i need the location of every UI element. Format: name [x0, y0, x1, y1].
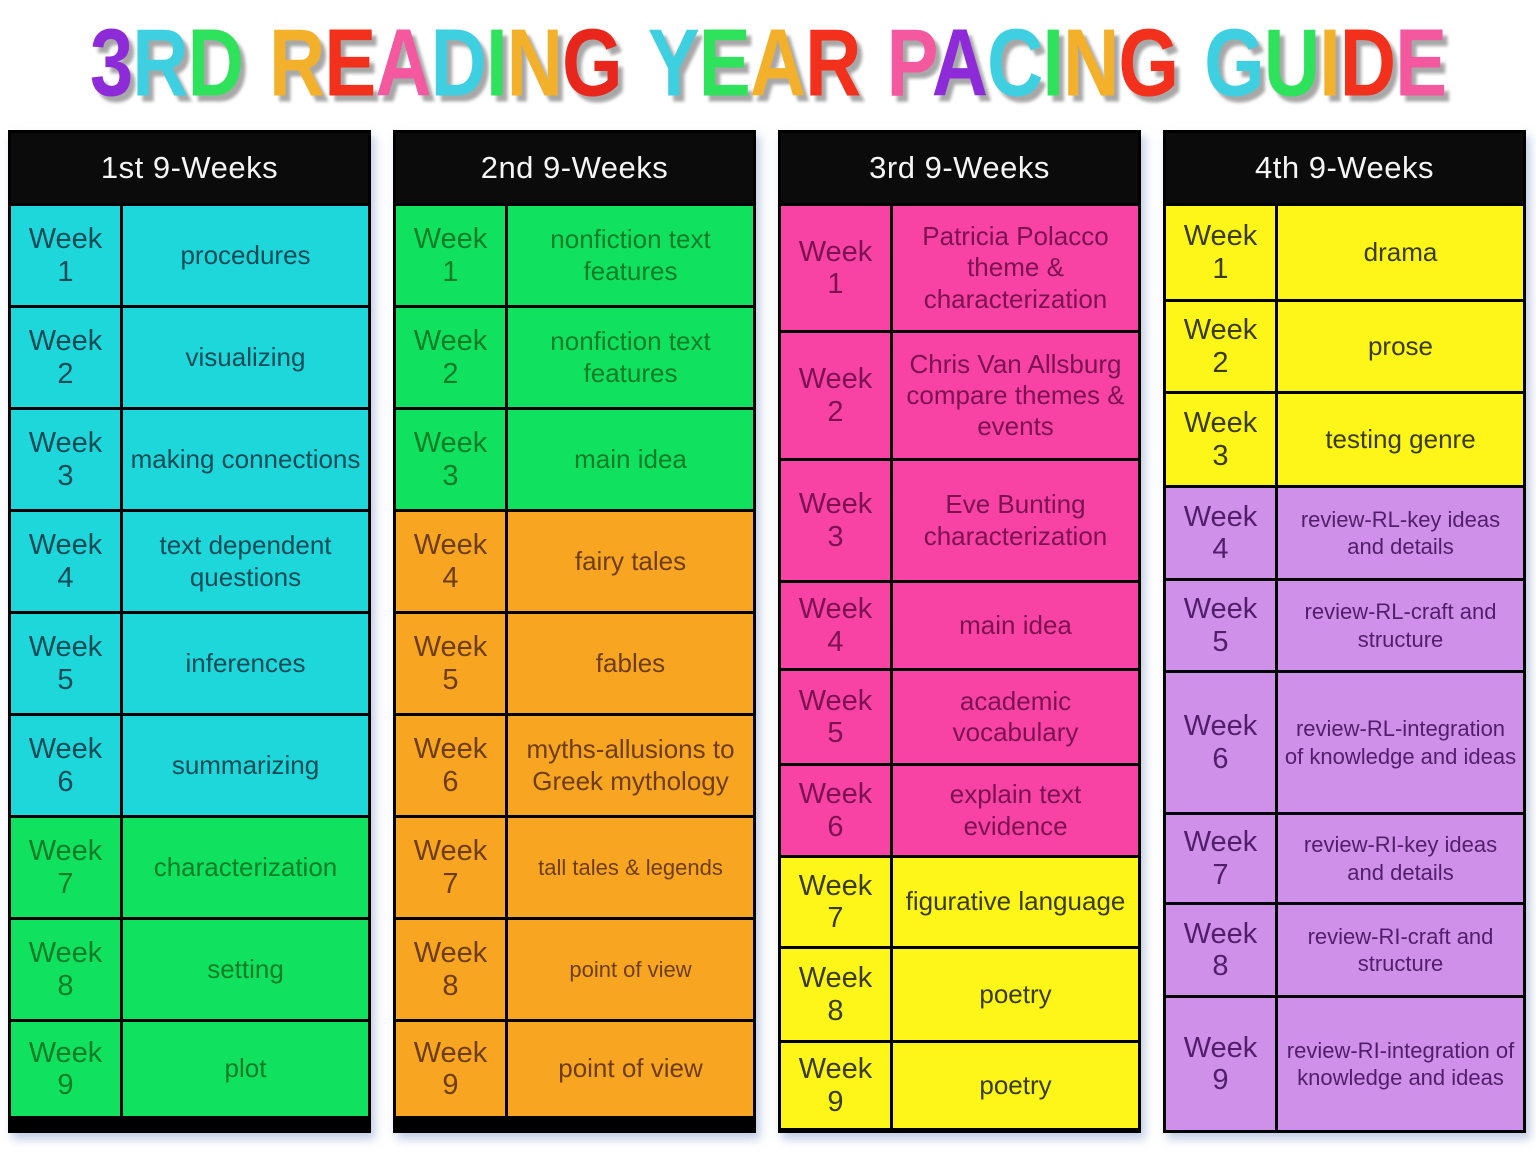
title-letter: I — [486, 8, 507, 117]
week-label-line: Week — [413, 631, 488, 664]
topic-label: figurative language — [905, 886, 1126, 917]
week-label-line: 1 — [442, 255, 459, 288]
pacing-tables — [0, 128, 1536, 1133]
week-label — [1166, 998, 1278, 1130]
title-letter: N — [1063, 8, 1119, 117]
table-row — [396, 407, 753, 509]
week-label — [1166, 581, 1278, 670]
week-label — [396, 920, 508, 1019]
topic-label: inferences — [185, 647, 306, 678]
week-label-line: 6 — [827, 810, 844, 843]
week-label-line: Week — [413, 733, 488, 766]
week-label — [781, 206, 893, 330]
table-row — [11, 815, 368, 917]
week-label — [1166, 905, 1278, 995]
topic-label: fables — [595, 647, 666, 678]
title-letter: A — [749, 8, 806, 117]
topic-label: poetry — [979, 978, 1052, 1009]
table-row — [781, 1040, 1138, 1128]
topic-label: Eve Bunting characterization — [923, 489, 1108, 551]
table-row — [396, 1019, 753, 1116]
week-label-line: 6 — [442, 765, 459, 798]
week-label-line: 1 — [827, 268, 844, 300]
week-label-line: Week — [413, 427, 488, 460]
week-label — [396, 614, 508, 713]
week-label — [1166, 302, 1278, 391]
topic-label: visualizing — [185, 341, 306, 372]
quarter-table-3rd-9-weeks — [778, 130, 1141, 1133]
week-label-line: 1 — [1212, 252, 1229, 285]
week-label — [11, 716, 123, 815]
title-letter: C — [987, 8, 1043, 117]
topic-label: characterization — [153, 851, 338, 882]
topic-label: procedures — [180, 239, 311, 270]
week-label-line: 9 — [827, 1085, 844, 1118]
title-letter: N — [506, 8, 563, 117]
week-label-line: Week — [413, 223, 488, 256]
title-letter: E — [1395, 8, 1447, 117]
week-label — [1166, 673, 1278, 812]
week-label-line: 5 — [442, 663, 459, 696]
week-label-line: Week — [798, 684, 873, 717]
table-body — [781, 203, 1138, 1128]
week-label — [1166, 206, 1278, 299]
table-row — [1166, 299, 1523, 391]
topic-label: tall tales & legends — [538, 854, 723, 880]
topic-label: main idea — [574, 443, 687, 474]
title-letter: R — [132, 8, 188, 117]
week-label — [11, 818, 123, 917]
week-label — [781, 949, 893, 1040]
topic-label: review-RI-integration of knowledge and ideas — [1286, 1037, 1515, 1090]
table-row — [396, 305, 753, 407]
week-label — [781, 671, 893, 763]
title-letter: D — [430, 8, 486, 117]
week-label — [11, 206, 123, 305]
week-label-line: Week — [413, 325, 488, 358]
table-row — [396, 203, 753, 305]
week-label-line: Week — [1183, 917, 1258, 950]
table-header: 3rd 9-Weeks — [781, 133, 1138, 203]
topic-label: myths-allusions to Greek mythology — [526, 734, 735, 796]
topic-label: nonfiction text features — [550, 326, 711, 388]
table-body — [1166, 203, 1523, 1130]
week-label-line: Week — [28, 223, 103, 256]
title-letter: E — [698, 8, 750, 117]
table-header: 2nd 9-Weeks — [396, 133, 753, 203]
week-label-line: Week — [1183, 500, 1258, 533]
week-label-line: 3 — [827, 520, 844, 553]
week-label-line: 8 — [57, 969, 74, 1002]
week-label-line: Week — [798, 363, 873, 396]
table-row — [11, 509, 368, 611]
week-label — [1166, 488, 1278, 578]
table-row — [11, 305, 368, 407]
week-label-line: 8 — [442, 969, 459, 1002]
topic-label: explain text evidence — [949, 779, 1082, 841]
week-label-line: Week — [1183, 710, 1258, 743]
week-label-line: Week — [798, 869, 873, 902]
table-row — [1166, 391, 1523, 485]
week-label-line: Week — [413, 835, 488, 868]
week-label-line: Week — [28, 631, 103, 664]
week-label — [396, 308, 508, 407]
topic-label: prose — [1367, 330, 1434, 361]
week-label-line: 4 — [827, 625, 844, 658]
table-row — [1166, 485, 1523, 578]
title-letter: A — [375, 8, 431, 117]
title-letter: U — [1263, 8, 1320, 117]
week-label-line: 9 — [442, 1069, 459, 1101]
week-label-line: 7 — [1212, 858, 1229, 891]
week-label-line: Week — [798, 593, 873, 626]
topic-label: summarizing — [171, 749, 320, 780]
table-row — [11, 407, 368, 509]
table-row — [1166, 995, 1523, 1130]
quarter-table-2nd-9-weeks — [393, 130, 756, 1133]
table-row — [396, 713, 753, 815]
week-label-line: 8 — [1212, 950, 1229, 982]
topic-label: nonfiction text features — [550, 224, 711, 286]
topic-label: text dependent questions — [159, 530, 332, 592]
table-row — [1166, 578, 1523, 670]
table-row — [781, 203, 1138, 330]
title-letter: P — [886, 8, 932, 117]
week-label-line: 7 — [827, 902, 844, 934]
topic-label: main idea — [959, 609, 1072, 640]
table-row — [396, 509, 753, 611]
title-letter: G — [1204, 8, 1264, 117]
week-label-line: 5 — [827, 717, 844, 749]
week-label-line: 6 — [57, 765, 74, 798]
topic-label: point of view — [558, 1053, 703, 1084]
title-letter: D — [1339, 8, 1396, 117]
week-label-line: 1 — [57, 255, 74, 288]
week-label-line: 2 — [442, 357, 459, 390]
title-letter: I — [1042, 8, 1064, 117]
week-label — [11, 308, 123, 407]
table-row — [781, 330, 1138, 458]
table-header: 4th 9-Weeks — [1166, 133, 1523, 203]
week-label — [11, 614, 123, 713]
table-row — [396, 815, 753, 917]
week-label-line: 3 — [1212, 439, 1229, 472]
week-label — [11, 410, 123, 509]
week-label-line: Week — [28, 427, 103, 460]
topic-label: poetry — [979, 1069, 1052, 1100]
week-label-line: Week — [28, 1036, 103, 1069]
week-label — [781, 766, 893, 855]
table-row — [781, 763, 1138, 855]
week-label-line: Week — [28, 529, 103, 562]
week-label-line: Week — [413, 1036, 488, 1069]
topic-label: academic vocabulary — [952, 685, 1079, 747]
week-label — [781, 333, 893, 458]
table-row — [11, 917, 368, 1019]
topic-label: fairy tales — [574, 545, 687, 576]
week-label — [396, 410, 508, 509]
week-label-line: 7 — [442, 867, 459, 900]
week-label-line: Week — [413, 937, 488, 970]
week-label-line: 4 — [442, 561, 459, 594]
week-label — [1166, 815, 1278, 902]
table-body — [11, 203, 368, 1116]
week-label-line: Week — [28, 325, 103, 358]
quarter-table-4th-9-weeks — [1163, 130, 1526, 1133]
table-row — [11, 611, 368, 713]
topic-label: review-RI-key ideas and details — [1303, 832, 1498, 885]
week-label-line: 5 — [57, 663, 74, 696]
topic-label: drama — [1363, 236, 1438, 267]
week-label-line: 8 — [827, 994, 844, 1027]
table-row — [781, 855, 1138, 946]
topic-label: Patricia Polacco theme & characterization — [922, 221, 1109, 314]
week-label — [1166, 394, 1278, 485]
week-label-line: 6 — [1212, 742, 1229, 775]
week-label-line: 9 — [57, 1069, 74, 1101]
week-label-line: 9 — [1212, 1064, 1229, 1096]
week-label-line: Week — [798, 778, 873, 811]
title-letter: Y — [647, 8, 699, 117]
topic-label: testing genre — [1325, 423, 1476, 454]
week-label — [11, 920, 123, 1019]
table-row — [396, 917, 753, 1019]
week-label — [396, 818, 508, 917]
title-letter: R — [268, 8, 325, 117]
week-label-line: Week — [28, 733, 103, 766]
table-header: 1st 9-Weeks — [11, 133, 368, 203]
week-label — [396, 716, 508, 815]
title-letter: R — [805, 8, 861, 117]
title-letter: G — [1118, 8, 1179, 117]
topic-label: review-RI-craft and structure — [1307, 923, 1494, 976]
week-label — [396, 206, 508, 305]
table-row — [781, 580, 1138, 668]
week-label-line: 3 — [57, 459, 74, 492]
page-title — [0, 0, 1536, 154]
table-row — [11, 1019, 368, 1116]
week-label-line: Week — [1183, 220, 1258, 253]
week-label-line: Week — [28, 835, 103, 868]
topic-label: point of view — [569, 956, 692, 982]
title-letter: G — [562, 8, 622, 117]
week-label — [781, 1043, 893, 1128]
week-label — [11, 1022, 123, 1116]
topic-label: review-RL-craft and structure — [1304, 599, 1497, 652]
week-label — [11, 512, 123, 611]
week-label-line: Week — [798, 488, 873, 521]
quarter-table-1st-9-weeks — [8, 130, 371, 1133]
week-label-line: 4 — [1212, 533, 1229, 565]
title-letter: A — [931, 8, 988, 117]
title-letter: 3 — [89, 8, 133, 117]
table-body — [396, 203, 753, 1116]
week-label-line: 7 — [57, 867, 74, 900]
table-row — [781, 668, 1138, 763]
week-label — [781, 858, 893, 946]
week-label-line: Week — [1183, 826, 1258, 859]
week-label-line: Week — [798, 962, 873, 995]
title-letter: I — [1319, 8, 1340, 117]
week-label-line: 5 — [1212, 625, 1229, 658]
topic-label: Chris Van Allsburg compare themes & events — [906, 348, 1125, 442]
week-label-line: 2 — [57, 357, 74, 390]
week-label-line: Week — [1183, 593, 1258, 626]
week-label-line: Week — [798, 1053, 873, 1086]
week-label — [781, 583, 893, 668]
table-row — [781, 946, 1138, 1040]
topic-label: plot — [224, 1053, 267, 1084]
week-label-line: Week — [1183, 314, 1258, 347]
week-label-line: 2 — [1212, 346, 1229, 379]
week-label-line: Week — [1183, 1031, 1258, 1064]
week-label-line: 4 — [57, 561, 74, 594]
week-label-line: 3 — [442, 459, 459, 492]
week-label-line: Week — [798, 235, 873, 268]
topic-label: review-RL-key ideas and details — [1300, 506, 1501, 559]
table-row — [1166, 812, 1523, 902]
week-label — [396, 1022, 508, 1116]
week-label — [396, 512, 508, 611]
table-row — [1166, 902, 1523, 995]
table-row — [11, 713, 368, 815]
topic-label: setting — [207, 953, 284, 984]
table-row — [1166, 203, 1523, 299]
table-row — [11, 203, 368, 305]
topic-label: making connections — [130, 443, 361, 474]
week-label — [781, 461, 893, 580]
title-letter: E — [324, 8, 376, 117]
table-row — [396, 611, 753, 713]
title-letter: D — [187, 8, 243, 117]
week-label-line: Week — [413, 529, 488, 562]
week-label-line: 2 — [827, 395, 844, 428]
table-row — [781, 458, 1138, 580]
topic-label: review-RL-integration of knowledge and ideas — [1284, 716, 1517, 769]
week-label-line: Week — [1183, 407, 1258, 440]
week-label-line: Week — [28, 937, 103, 970]
table-row — [1166, 670, 1523, 812]
